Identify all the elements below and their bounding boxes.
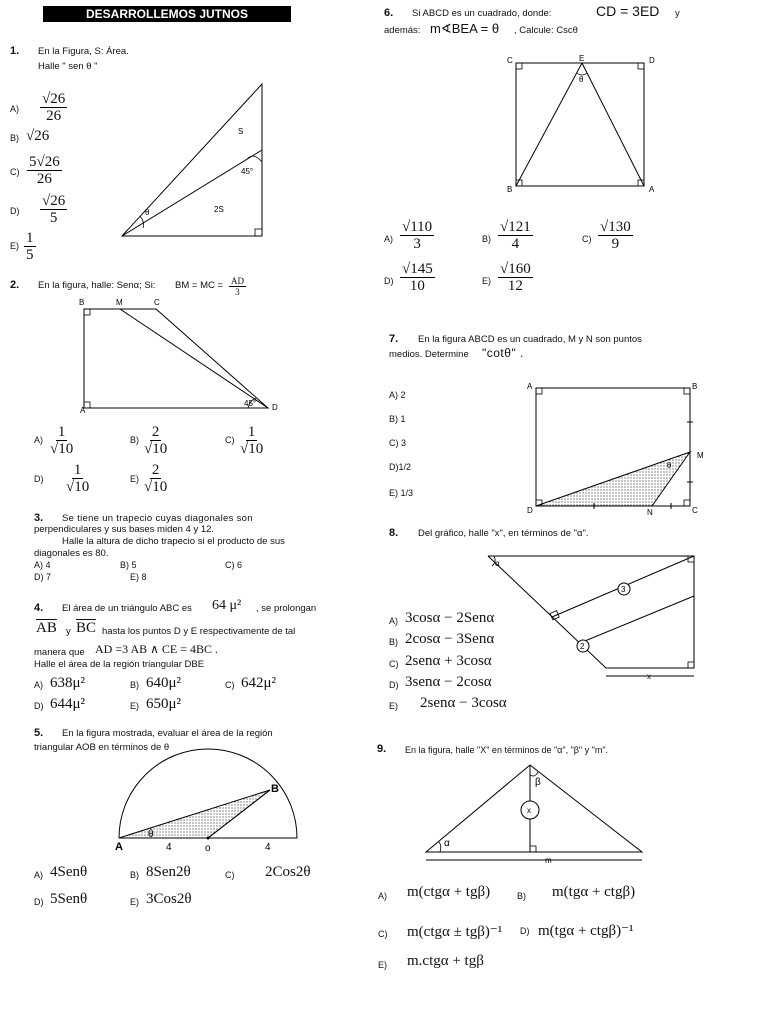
q2-label-c: C	[154, 298, 160, 307]
q7-option-d: D)1/2	[389, 462, 412, 472]
q2-option-c-letter: C)	[225, 435, 235, 445]
q2-option-c: $\frac{1}{√10}$	[240, 424, 264, 457]
q5-label-a: A	[115, 841, 123, 853]
q1-number: 1.	[10, 45, 20, 57]
q4-option-e: 650μ²	[146, 696, 182, 712]
q5-label-theta: θ	[148, 829, 154, 840]
q7-label-a: A	[527, 382, 533, 391]
q6-option-b: $\frac{√121}{4}$	[500, 219, 531, 252]
q9-option-e-letter: E)	[378, 960, 387, 970]
q1-option-d: $\frac{√26}{5}$	[42, 193, 66, 226]
q1-label-theta: θ	[145, 208, 150, 217]
q8-option-c-letter: C)	[389, 659, 399, 669]
q1-option-d-letter: D)	[10, 206, 20, 216]
q6-text: además:	[384, 25, 421, 36]
q2-option-b: $\frac{2}{√10}$	[144, 424, 168, 457]
q3-option-d: D) 7	[34, 572, 52, 582]
q8-text: Del gráfico, halle "x", en términos de "α".	[418, 528, 589, 539]
q4-seg-bc: $\overline{BC}$	[76, 620, 97, 636]
q8-label-alpha: α	[495, 559, 500, 568]
q9-option-d-letter: D)	[520, 926, 530, 936]
q5-option-c-letter: C)	[225, 870, 235, 880]
page-title: DESARROLLEMOS JUTNOS	[43, 6, 291, 22]
q8-number: 8.	[389, 527, 399, 539]
q7-option-b: B) 1	[389, 414, 406, 424]
q7-label-m: M	[697, 451, 704, 460]
q5-option-b-letter: B)	[130, 870, 139, 880]
q6-label-e: E	[579, 54, 585, 63]
q4-text: , se prolongan	[256, 603, 317, 614]
q1-option-a-letter: A)	[10, 104, 19, 114]
q7-label-c: C	[692, 506, 698, 515]
q5-option-a: 4Senθ	[50, 864, 88, 880]
q1-option-e: $\frac{1}{5}$	[26, 230, 34, 263]
q2-text: En la figura, halle: Senα; Si:	[38, 280, 156, 291]
q6-condition: CD = 3ED	[596, 3, 660, 19]
q3-option-a: A) 4	[34, 560, 51, 570]
q3-option-c: C) 6	[225, 560, 243, 570]
q5-option-d: 5Senθ	[50, 891, 88, 907]
q9-option-e: m.ctgα + tgβ	[407, 953, 484, 969]
q5-label-o: o	[205, 843, 211, 854]
q1-option-b-letter: B)	[10, 133, 19, 143]
q6-option-e: $\frac{√160}{12}$	[500, 261, 531, 294]
q5-text: triangular AOB en términos de θ	[34, 742, 170, 753]
q6-option-d-letter: D)	[384, 276, 394, 286]
q8-label-x: x	[647, 672, 651, 681]
q5-option-d-letter: D)	[34, 897, 44, 907]
q4-text: y	[66, 626, 71, 637]
q9-label-x: x	[527, 806, 531, 815]
q8-label-2: 2	[580, 642, 585, 651]
q6-text: Si ABCD es un cuadrado, donde:	[412, 8, 552, 19]
q1-text: En la Figura, S: Área.	[38, 46, 129, 57]
q4-condition: AD =3 AB ∧ CE = 4BC .	[95, 642, 218, 656]
q7-label-n: N	[647, 508, 653, 517]
q8-option-d: 3senα − 2cosα	[405, 674, 492, 690]
q8-option-b-letter: B)	[389, 637, 398, 647]
q9-text: En la figura, halle "X" en términos de "α", "β" y "m".	[405, 745, 609, 755]
q8-label-3: 3	[621, 585, 626, 594]
q8-option-b: 2cosα − 3Senα	[405, 631, 495, 647]
q8-option-e-letter: E)	[389, 701, 398, 711]
q9-option-c-letter: C)	[378, 929, 388, 939]
q2-option-e-letter: E)	[130, 474, 139, 484]
q8-option-c: 2senα + 3cosα	[405, 653, 492, 669]
q7-label-theta: θ	[667, 461, 672, 470]
q7-number: 7.	[389, 333, 399, 345]
q6-option-a-letter: A)	[384, 234, 393, 244]
q2-label-a: A	[80, 406, 86, 415]
q4-option-c: 642μ²	[241, 675, 277, 691]
q3-text: diagonales es 80.	[34, 548, 109, 559]
q4-number: 4.	[34, 602, 44, 614]
q9-option-b-letter: B)	[517, 891, 526, 901]
q2-number: 2.	[10, 279, 20, 291]
q5-option-c: 2Cos2θ	[265, 864, 311, 880]
q2-option-a-letter: A)	[34, 435, 43, 445]
q7-option-a: A) 2	[389, 390, 406, 400]
q7-option-c: C) 3	[389, 438, 407, 448]
q9-option-d: m(tgα + ctgβ)⁻¹	[538, 923, 634, 939]
q7-label-b: B	[692, 382, 698, 391]
q6-label-b: B	[507, 185, 513, 194]
q4-seg-ab: $\overline{AB}$	[36, 620, 57, 636]
q5-option-a-letter: A)	[34, 870, 43, 880]
q4-option-c-letter: C)	[225, 680, 235, 690]
q5-number: 5.	[34, 727, 44, 739]
q7-text: medios. Determine	[389, 349, 469, 360]
q2-option-a: $\frac{1}{√10}$	[50, 424, 74, 457]
q1-label-angle: 45°	[241, 167, 254, 176]
q1-text: Halle " sen θ "	[38, 61, 98, 72]
q9-option-a-letter: A)	[378, 891, 387, 901]
q9-option-a: m(ctgα + tgβ)	[407, 884, 491, 900]
q3-text: perpendiculares y sus bases miden 4 y 12.	[34, 524, 215, 535]
q6-option-d: $\frac{√145}{10}$	[402, 261, 433, 294]
q3-option-b: B) 5	[120, 560, 137, 570]
q4-text: hasta los puntos D y E respectivamente de tal	[102, 626, 296, 637]
q1-label-2s: 2S	[214, 205, 224, 214]
q3-option-e: E) 8	[130, 572, 147, 582]
q2-option-b-letter: B)	[130, 435, 139, 445]
q2-option-d-letter: D)	[34, 474, 44, 484]
q3-number: 3.	[34, 512, 44, 524]
q2-condition: BM = MC =	[175, 280, 224, 291]
q4-option-e-letter: E)	[130, 701, 139, 711]
q5-label-b: B	[271, 783, 279, 795]
q2-option-d: $\frac{1}{√10}$	[66, 462, 90, 495]
q9-number: 9.	[377, 743, 387, 755]
q6-label-a: A	[649, 185, 655, 194]
q2-condition-frac: $\frac{AD}{3}$	[231, 276, 244, 297]
q6-number: 6.	[384, 7, 394, 19]
q3-text: Se tiene un trapecio cuyas diagonales son	[62, 513, 253, 524]
q6-text: , Calcule: Cscθ	[514, 25, 578, 36]
q2-label-angle: 45°	[244, 399, 257, 408]
q1-option-a: $\frac{√26}{26}$	[42, 91, 66, 124]
q4-text: manera que	[34, 647, 85, 658]
q6-option-b-letter: B)	[482, 234, 491, 244]
q4-option-a-letter: A)	[34, 680, 43, 690]
q4-option-b: 640μ²	[146, 675, 182, 691]
q9-label-m: m	[545, 856, 552, 865]
q4-option-d: 644μ²	[50, 696, 86, 712]
q5-label-r2: 4	[265, 842, 271, 853]
q1-option-e-letter: E)	[10, 241, 19, 251]
q2-label-d: D	[272, 403, 278, 412]
q8-option-d-letter: D)	[389, 680, 399, 690]
q5-option-b: 8Sen2θ	[146, 864, 191, 880]
q1-option-c-letter: C)	[10, 167, 20, 177]
q6-label-c: C	[507, 56, 513, 65]
q9-label-alpha: α	[444, 838, 450, 849]
q4-text: Halle el área de la región triangular DBE	[34, 659, 205, 670]
q6-label-theta: θ	[579, 75, 584, 84]
q7-label-d: D	[527, 506, 533, 515]
q5-label-r1: 4	[166, 842, 172, 853]
q6-option-a: $\frac{√110}{3}$	[402, 219, 433, 252]
q2-label-b: B	[79, 298, 85, 307]
q7-target: "cotθ" .	[482, 346, 524, 360]
q4-area: 64 μ²	[212, 598, 242, 613]
q5-option-e-letter: E)	[130, 897, 139, 907]
q6-option-e-letter: E)	[482, 276, 491, 286]
q9-label-beta: β	[535, 777, 541, 788]
q4-option-d-letter: D)	[34, 701, 44, 711]
q1-option-b: √26	[26, 128, 50, 144]
q8-option-a: 3cosα − 2Senα	[405, 610, 495, 626]
q4-option-a: 638μ²	[50, 675, 86, 691]
q4-option-b-letter: B)	[130, 680, 139, 690]
q5-option-e: 3Cos2θ	[146, 891, 192, 907]
q6-option-c: $\frac{√130}{9}$	[600, 219, 631, 252]
q8-option-a-letter: A)	[389, 616, 398, 626]
q1-option-c: $\frac{5√26}{26}$	[29, 154, 60, 187]
q2-label-m: M	[116, 298, 123, 307]
q6-label-d: D	[649, 56, 655, 65]
q6-option-c-letter: C)	[582, 234, 592, 244]
q7-text: En la figura ABCD es un cuadrado, M y N son puntos	[418, 334, 642, 345]
q6-angle: m∢BEA = θ	[430, 21, 500, 36]
q9-option-b: m(tgα + ctgβ)	[552, 884, 636, 900]
q8-option-e: 2senα − 3cosα	[420, 695, 507, 711]
q6-text: y	[675, 8, 680, 19]
q4-text: El área de un triángulo ABC es	[62, 603, 192, 614]
q5-text: En la figura mostrada, evaluar el área de la región	[62, 728, 273, 739]
q3-text: Halle la altura de dicho trapecio si el producto de sus	[62, 536, 285, 547]
q2-option-e: $\frac{2}{√10}$	[144, 462, 168, 495]
q1-label-s: S	[238, 127, 244, 136]
q7-option-e: E) 1/3	[389, 488, 414, 498]
q9-option-c: m(ctgα ± tgβ)⁻¹	[407, 924, 503, 940]
